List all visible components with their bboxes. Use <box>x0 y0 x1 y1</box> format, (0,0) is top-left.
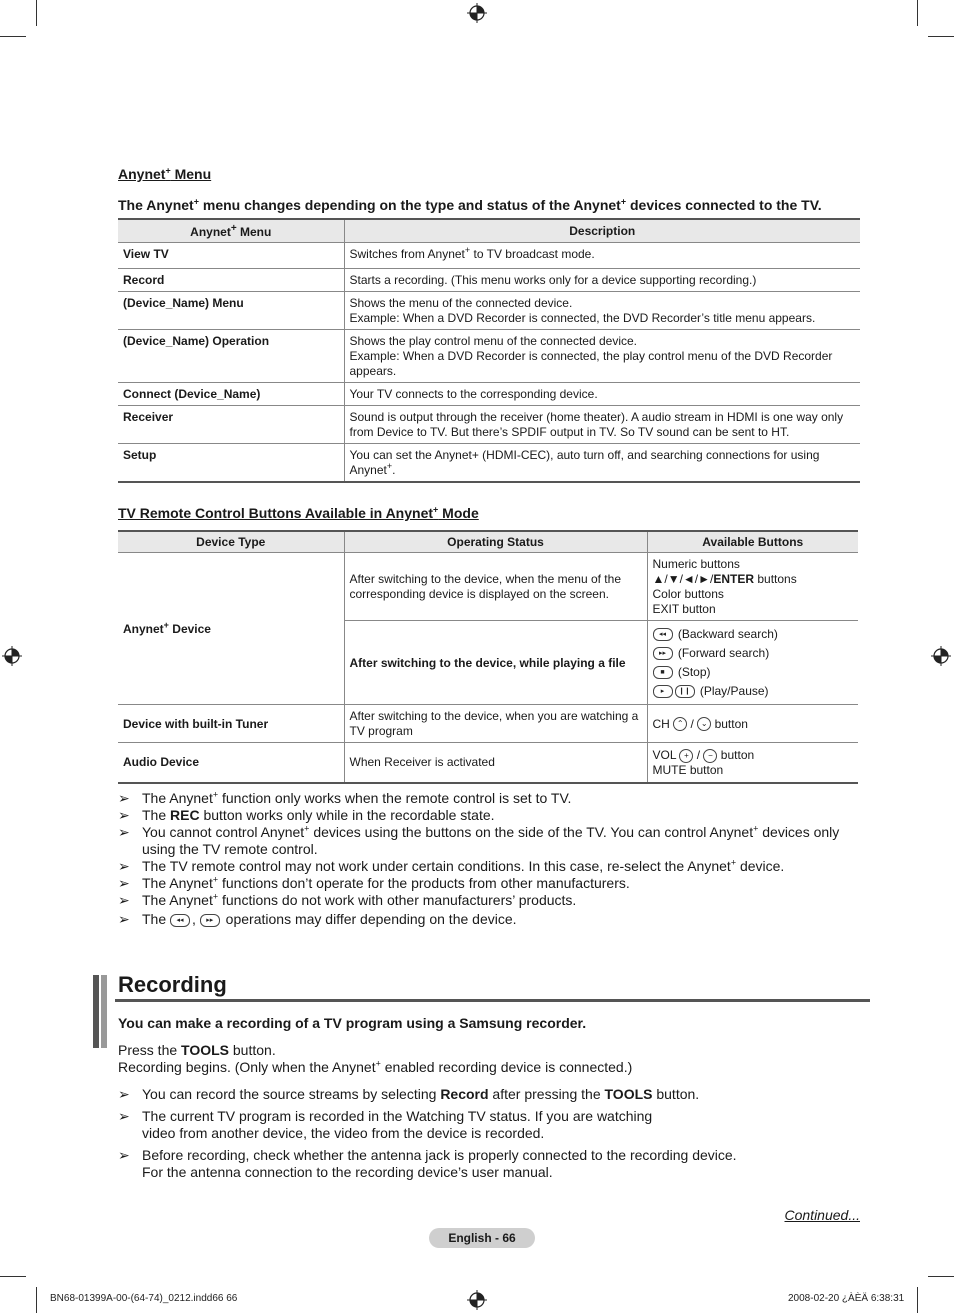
table-row <box>118 292 860 330</box>
remote-section-title: TV Remote Control Buttons Available in Anynet+ Mode <box>118 504 479 521</box>
arrow-bullet-icon: ➢ <box>118 892 130 908</box>
registration-mark-icon <box>2 646 22 666</box>
description-cell: Your TV connects to the corresponding device. <box>344 383 860 406</box>
stop-icon: ■ <box>653 666 673 679</box>
menu-cell: Connect (Device_Name) <box>118 383 344 406</box>
table-row <box>118 330 860 383</box>
table-row <box>118 705 858 743</box>
section-rule <box>115 999 870 1002</box>
note-item: ➢ The REC button works only while in the recordable state. <box>118 807 495 823</box>
arrow-bullet-icon: ➢ <box>118 1108 130 1124</box>
notes-list <box>118 790 858 928</box>
crop-mark <box>928 1276 954 1277</box>
recording-tips <box>118 1086 858 1181</box>
col-header-menu: Anynet+ Menu <box>118 219 344 243</box>
rewind-icon: ◂◂ <box>170 914 190 927</box>
table-row <box>118 383 860 406</box>
rewind-icon: ◂◂ <box>653 628 673 641</box>
buttons-cell: ◂◂ (Backward search) ▸▸ (Forward search) ■ (Stop) ▸ ❙❙ (Play/Pause) <box>647 621 858 705</box>
col-header-operating-status: Operating Status <box>344 531 647 553</box>
arrow-bullet-icon: ➢ <box>118 1147 130 1163</box>
description-cell: Switches from Anynet+ to TV broadcast mode. <box>344 243 860 269</box>
crop-mark <box>0 36 26 37</box>
anynet-menu-title: Anynet+ Menu <box>118 165 212 182</box>
note-item: ➢ The TV remote control may not work under certain conditions. In this case, re-select the Anynet+ device. <box>118 857 785 874</box>
recording-title: Recording <box>118 972 227 997</box>
table-header-row <box>118 219 860 243</box>
recording-steps <box>118 1042 858 1076</box>
arrow-bullet-icon: ➢ <box>118 875 130 891</box>
channel-up-icon: ⌃ <box>673 717 687 731</box>
tip-item: ➢ Before recording, check whether the antenna jack is properly connected to the recording device. For the antenna connection to the recording device’s user manual. <box>118 1147 737 1180</box>
table-row <box>118 743 858 783</box>
section-accent-bar <box>101 975 107 1048</box>
buttons-cell: Numeric buttons ▲/▼/◄/►/ENTER buttons Color buttons EXIT button <box>647 553 858 621</box>
crop-mark <box>36 0 37 26</box>
continued-label: Continued... <box>784 1207 860 1223</box>
registration-mark-icon <box>467 1290 487 1310</box>
pause-icon: ❙❙ <box>675 685 695 698</box>
col-header-available-buttons: Available Buttons <box>647 531 858 553</box>
description-cell: Sound is output through the receiver (home theater). A audio stream in HDMI is one way only from Device to TV. But there’s SPDIF output in TV. So TV sound can be sent to HT. <box>344 406 860 444</box>
col-header-description: Description <box>344 219 860 243</box>
table-row <box>118 406 860 444</box>
arrow-bullet-icon: ➢ <box>118 858 130 874</box>
table-row <box>118 444 860 483</box>
page-number-badge: English - 66 <box>429 1228 535 1248</box>
table-row <box>118 243 860 269</box>
arrow-bullet-icon: ➢ <box>118 911 130 927</box>
remote-table-wrapper <box>118 530 858 784</box>
play-icon: ▸ <box>653 685 673 698</box>
table-row <box>118 553 858 621</box>
menu-cell: Receiver <box>118 406 344 444</box>
crop-mark <box>36 1287 37 1313</box>
menu-cell: (Device_Name) Operation <box>118 330 344 383</box>
step-text: Recording begins. (Only when the Anynet+ enabled recording device is connected.) <box>118 1058 633 1075</box>
registration-mark-icon <box>467 3 487 23</box>
menu-cell: Setup <box>118 444 344 483</box>
note-item: ➢ You cannot control Anynet+ devices using the buttons on the side of the TV. You can control Anynet+ devices only using the TV remote control. <box>118 823 840 857</box>
section-accent-bar <box>93 975 99 1048</box>
tip-item: ➢ The current TV program is recorded in the Watching TV status. If you are watching video from another device, the video from the device is recorded. <box>118 1108 653 1141</box>
buttons-cell: CH ⌃ / ⌄ button <box>647 705 858 743</box>
col-header-device-type: Device Type <box>118 531 344 553</box>
device-type-cell: Audio Device <box>118 743 344 783</box>
menu-cell: (Device_Name) Menu <box>118 292 344 330</box>
note-item: ➢ The Anynet+ functions do not work with other manufacturers’ products. <box>118 891 577 908</box>
volume-up-icon: + <box>679 749 693 763</box>
crop-mark <box>917 0 918 26</box>
description-cell: Starts a recording. (This menu works only for a device supporting recording.) <box>344 269 860 292</box>
arrow-bullet-icon: ➢ <box>118 824 130 840</box>
note-item: ➢ The ◂◂ , ▸▸ operations may differ depending on the device. <box>118 911 517 927</box>
description-cell: Shows the play control menu of the connected device. Example: When a DVD Recorder is connected, the play control menu of the DVD Recorder appears. <box>344 330 860 383</box>
channel-down-icon: ⌄ <box>697 717 711 731</box>
description-cell: You can set the Anynet+ (HDMI-CEC), auto turn off, and searching connections for using Anynet+. <box>344 444 860 483</box>
arrow-bullet-icon: ➢ <box>118 807 130 823</box>
device-type-cell: Anynet+ Device <box>118 553 344 705</box>
menu-cell: Record <box>118 269 344 292</box>
anynet-menu-lead: The Anynet+ menu changes depending on the type and status of the Anynet+ devices connected to the TV. <box>118 196 822 213</box>
crop-mark <box>917 1287 918 1313</box>
menu-cell: View TV <box>118 243 344 269</box>
description-cell: Shows the menu of the connected device. Example: When a DVD Recorder is connected, the DVD Recorder’s title menu appears. <box>344 292 860 330</box>
table-header-row <box>118 531 858 553</box>
note-item: ➢ The Anynet+ function only works when the remote control is set to TV. <box>118 789 572 806</box>
step-text: Press the TOOLS button. <box>118 1042 276 1058</box>
arrow-bullet-icon: ➢ <box>118 1086 130 1102</box>
crop-mark <box>928 36 954 37</box>
file-slug: BN68-01399A-00-(64-74)_0212.indd66 66 <box>50 1293 238 1304</box>
recording-lead: You can make a recording of a TV program using a Samsung recorder. <box>118 1015 587 1031</box>
crop-mark <box>0 1276 26 1277</box>
buttons-cell: VOL + / − button MUTE button <box>647 743 858 783</box>
table-row <box>118 269 860 292</box>
date-slug: 2008-02-20 ¿ÀÈÄ 6:38:31 <box>788 1293 905 1304</box>
anynet-menu-table-wrapper <box>118 218 860 483</box>
tip-item: ➢ You can record the source streams by selecting Record after pressing the TOOLS button. <box>118 1086 700 1102</box>
status-cell: After switching to the device, when you are watching a TV program <box>344 705 647 743</box>
status-cell: When Receiver is activated <box>344 743 647 783</box>
anynet-menu-table <box>118 218 860 483</box>
note-item: ➢ The Anynet+ functions don’t operate for the products from other manufacturers. <box>118 874 630 891</box>
fast-forward-icon: ▸▸ <box>200 914 220 927</box>
remote-buttons-table <box>118 530 858 784</box>
fast-forward-icon: ▸▸ <box>653 647 673 660</box>
arrow-bullet-icon: ➢ <box>118 790 130 806</box>
volume-down-icon: − <box>703 749 717 763</box>
device-type-cell: Device with built-in Tuner <box>118 705 344 743</box>
status-cell: After switching to the device, while playing a file <box>344 621 647 705</box>
status-cell: After switching to the device, when the menu of the corresponding device is displayed on the screen. <box>344 553 647 621</box>
registration-mark-icon <box>931 646 951 666</box>
